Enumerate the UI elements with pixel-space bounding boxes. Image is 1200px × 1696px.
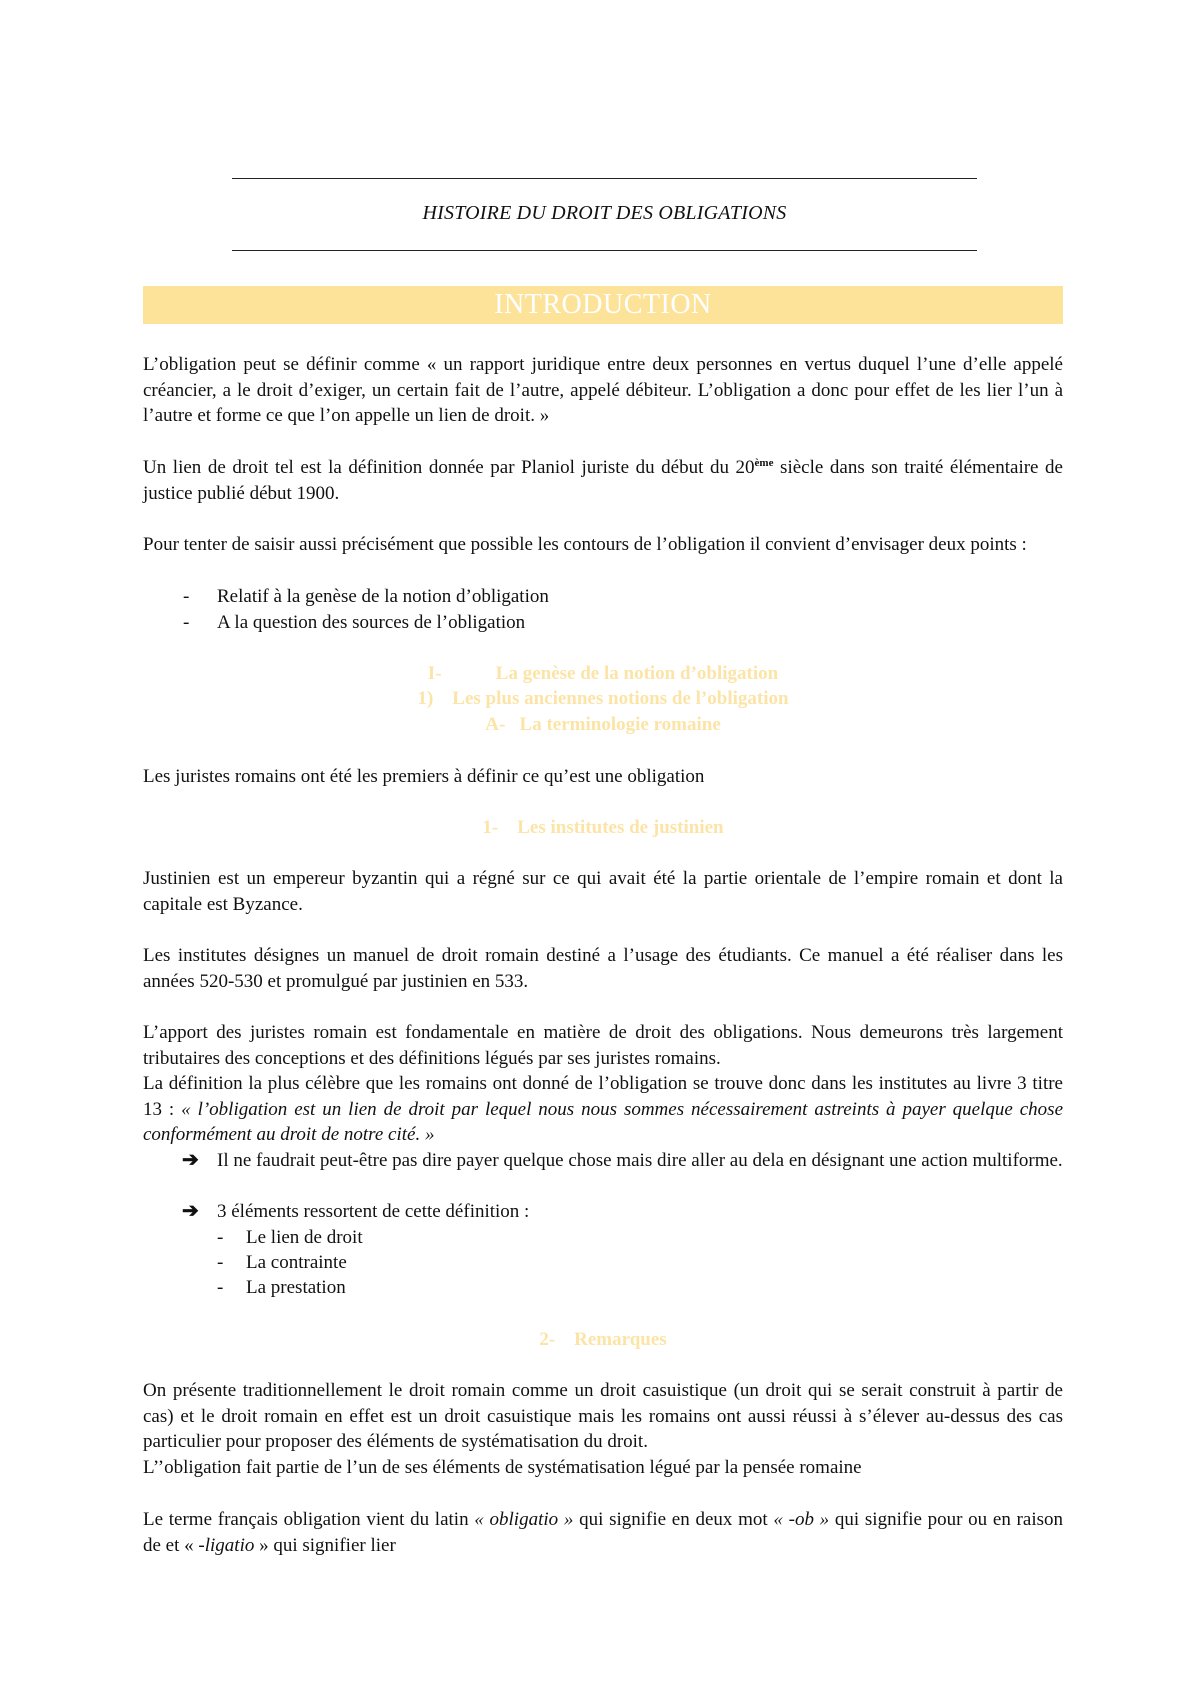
arrow-item-1-text: Il ne faudrait peut-être pas dire payer quelque chose mais dire aller au dela en désignant une action multiforme.	[217, 1150, 1063, 1171]
heading-section-i-number: I-	[427, 663, 442, 684]
heading-section-i-text: La genèse de la notion d’obligation	[495, 663, 779, 684]
dash-marker: -	[183, 612, 190, 633]
document-title: HISTOIRE DU DROIT DES OBLIGATIONS	[422, 202, 787, 224]
arrow-item-1	[217, 1148, 1063, 1174]
p2-part-c: qui signifie en deux mot	[573, 1509, 774, 1530]
title-bottom-rule	[232, 250, 977, 251]
p2-part-e: qui signifie pour ou en raison de et «	[143, 1509, 1063, 1556]
p2-before: Un lien de droit tel est la définition donnée par Planiol juriste du début du 20	[143, 457, 755, 478]
list-item-text: La prestation	[246, 1277, 346, 1298]
heading-institutes: 1- Les institutes de justinien	[482, 817, 724, 838]
intro-paragraph-3	[143, 532, 1063, 558]
intro-paragraph-1	[143, 352, 1063, 429]
latin-ligatio: -ligatio	[198, 1534, 255, 1556]
list-item	[217, 1225, 817, 1251]
dash-marker: -	[217, 1227, 224, 1248]
arrow-item-2-text: 3 éléments ressortent de cette définition :	[217, 1201, 530, 1222]
list-item	[183, 610, 883, 636]
section-1-paragraph-3-text: L’apport des juristes romain est fondamentale en matière de droit des obligations. Nous demeurons très largement tributaires des conceptions et des définitions légués par ses juristes romains.	[143, 1022, 1063, 1069]
section-1-paragraph-1-text: Justinien est un empereur byzantin qui a régné sur ce qui avait été la partie orientale de l’empire romain et dont la capitale est Byzance.	[143, 868, 1063, 915]
intro-paragraph-1-text: L’obligation peut se définir comme « un rapport juridique entre deux personnes en vertus duquel l’une d’elle appelé créancier, a le droit d’exiger, un certain fait de l’autre, appelé débiteur. L’obligation a donc pour effet de les lier l’un à l’autre et forme ce que l’on appelle un lien de droit. »	[143, 354, 1063, 426]
section-2-paragraph-2	[143, 1507, 1063, 1558]
title-top-rule	[232, 178, 977, 179]
dash-marker: -	[217, 1252, 224, 1273]
arrow-icon: ➔	[182, 1200, 199, 1222]
arrow-item-2	[217, 1199, 1063, 1225]
p2-part-a: Le terme français obligation vient du latin	[143, 1509, 475, 1530]
latin-ob: « -ob »	[773, 1509, 830, 1530]
intro-paragraph-2	[143, 455, 1063, 506]
dash-marker: -	[217, 1277, 224, 1298]
latin-obligatio: « obligatio »	[474, 1509, 574, 1530]
section-2-paragraph-1-text: On présente traditionnellement le droit romain comme un droit casuistique (un droit qui se serait construit à partir de cas) et le droit romain en effet est un droit casuistique mais les romains ont aussi réussi à s’élever au-dessus des cas particulier pour proposer des éléments de systématisation du droit.	[143, 1380, 1063, 1452]
list-item-text: La contrainte	[246, 1252, 347, 1273]
section-2-paragraph-1	[143, 1378, 1063, 1480]
list-item	[217, 1275, 817, 1301]
heading-subsection-1: 1) Les plus anciennes notions de l’obligation	[417, 688, 789, 709]
section-2-paragraph-2-text	[143, 1507, 1063, 1558]
list-item-text: Relatif à la genèse de la notion d’obligation	[217, 586, 549, 607]
p2-part-g: » qui signifier lier	[254, 1534, 396, 1556]
list-item-text: A la question des sources de l’obligation	[217, 612, 526, 633]
section-a-paragraph-text: Les juristes romains ont été les premiers à définir ce qu’est une obligation	[143, 766, 705, 787]
dash-marker: -	[183, 586, 190, 607]
section-2-paragraph-1b-text: L’’obligation fait partie de l’un de ses éléments de systématisation légué par la pensée romaine	[143, 1456, 862, 1478]
list-item-text: Le lien de droit	[246, 1227, 363, 1248]
heading-section-i	[143, 661, 1063, 687]
section-1-paragraph-4-text	[143, 1071, 1063, 1148]
intro-paragraph-3-text: Pour tenter de saisir aussi précisément que possible les contours de l’obligation il convient d’envisager deux points :	[143, 534, 1027, 555]
section-a-paragraph	[143, 764, 1063, 790]
section-1-paragraph-3	[143, 1020, 1063, 1148]
section-1-paragraph-2	[143, 943, 1063, 994]
p2-after: siècle dans son traité élémentaire de justice publié début 1900.	[143, 457, 1063, 504]
list-item	[183, 584, 883, 610]
p4-before: La définition la plus célèbre que les romains ont donné de l’obligation se trouve donc dans les institutes au livre 3 titre 13 :	[143, 1073, 1063, 1120]
section-1-paragraph-2-text: Les institutes désignes un manuel de droit romain destiné a l’usage des étudiants. Ce manuel a été réaliser dans les années 520-530 et promulgué par justinien en 533.	[143, 945, 1063, 992]
heading-subsection-a: A- La terminologie romaine	[485, 714, 721, 735]
introduction-banner: INTRODUCTION	[143, 286, 1063, 324]
list-item	[217, 1250, 817, 1276]
institutes-quote: « l’obligation est un lien de droit par lequel nous nous sommes nécessairement astreints à payer quelque chose conformément au droit de notre cité. »	[143, 1098, 1063, 1145]
section-1-paragraph-1	[143, 866, 1063, 917]
intro-paragraph-2-text	[143, 455, 1063, 506]
heading-remarques: 2- Remarques	[539, 1329, 667, 1350]
arrow-icon: ➔	[182, 1149, 199, 1171]
p2-superscript: ème	[754, 457, 774, 469]
